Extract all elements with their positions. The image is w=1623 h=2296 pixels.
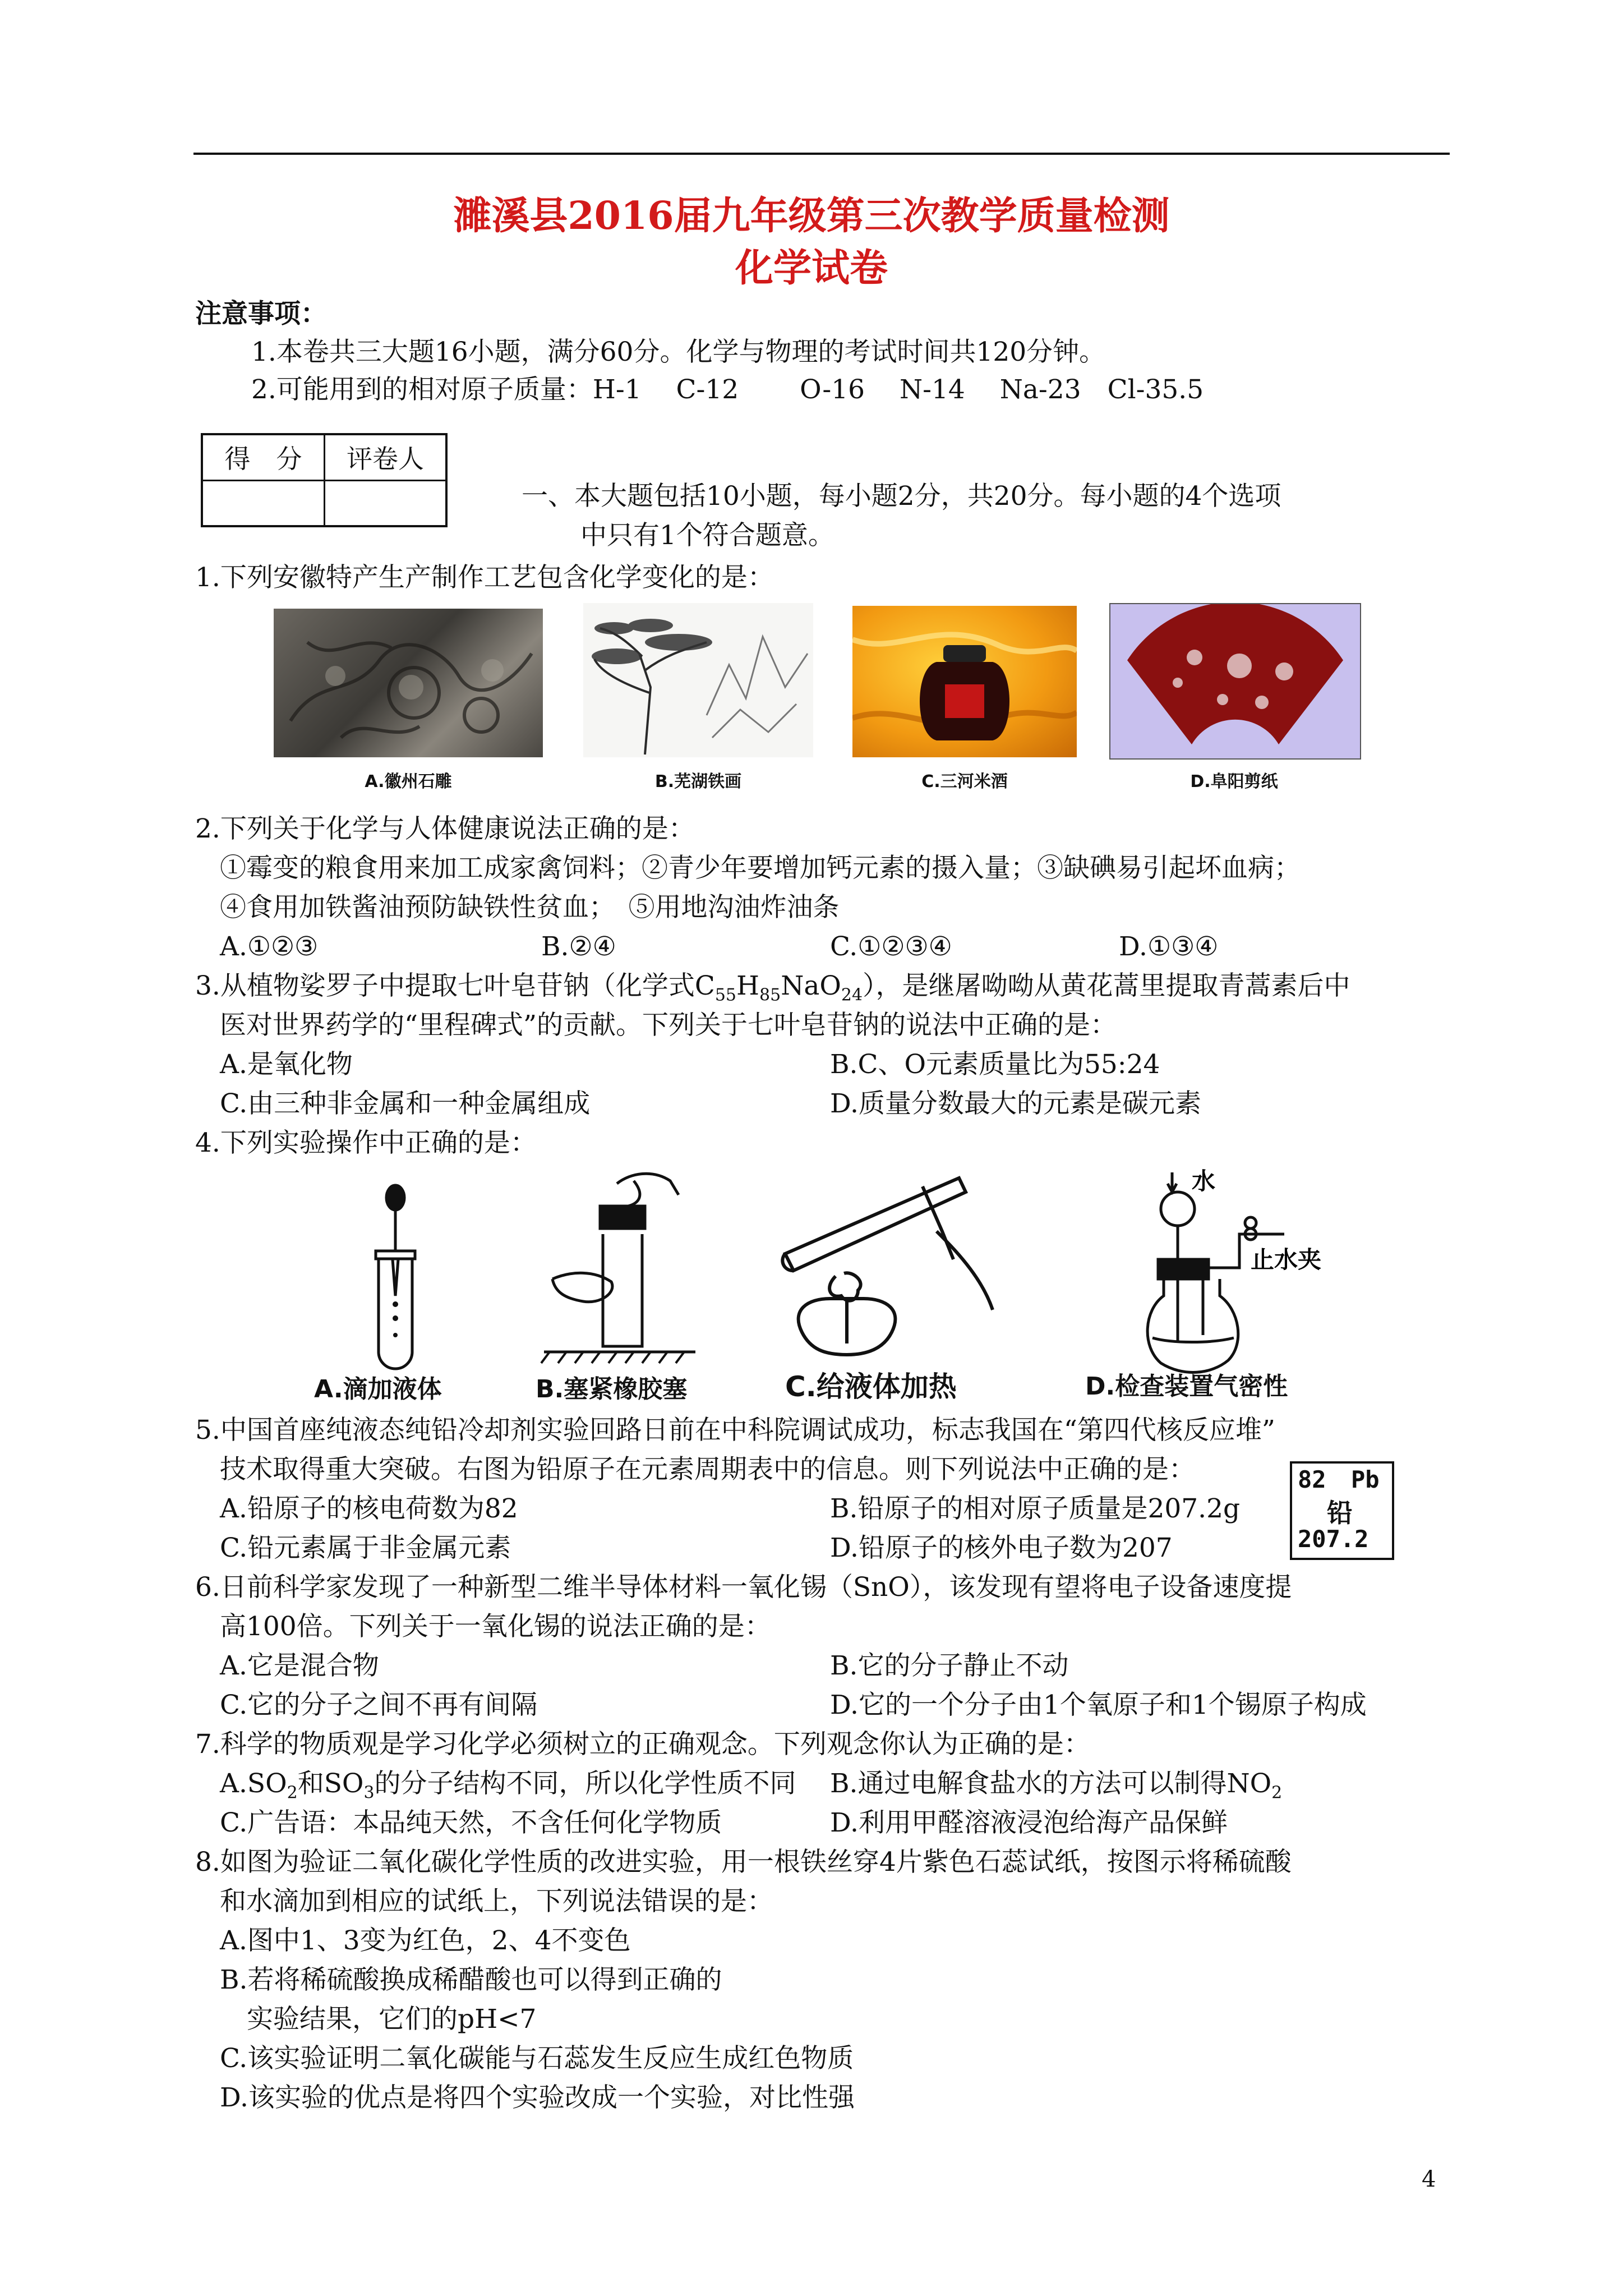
exam-title: 濉溪县2016届九年级第三次教学质量检测 bbox=[453, 194, 1170, 238]
q2-option-a: A.①②③ bbox=[220, 931, 319, 962]
q5-option-c: C.铅元素属于非金属元素 bbox=[220, 1533, 511, 1563]
q1-caption-c: C.三河米酒 bbox=[921, 772, 1008, 792]
q7-stem: 7.科学的物质观是学习化学必须树立的正确观念。下列观念你认为正确的是： bbox=[195, 1729, 1090, 1760]
q5-option-b: B.铅原子的相对原子质量是207.2g bbox=[830, 1493, 1241, 1524]
page-number: 4 bbox=[1422, 2166, 1436, 2192]
q1-caption-d: D.阜阳剪纸 bbox=[1190, 772, 1278, 792]
q2-option-d: D.①③④ bbox=[1119, 931, 1219, 962]
stopper-diagram bbox=[533, 1161, 701, 1374]
label-clamp: 止水夹 bbox=[1251, 1246, 1322, 1273]
element-symbol: Pb bbox=[1351, 1466, 1380, 1493]
airtightness-diagram bbox=[1138, 1167, 1352, 1380]
q1-caption-b: B.芜湖铁画 bbox=[654, 772, 742, 792]
q6-option-a: A.它是混合物 bbox=[220, 1650, 379, 1681]
q3-option-c: C.由三种非金属和一种金属组成 bbox=[220, 1088, 591, 1119]
notice-heading: 注意事项： bbox=[195, 298, 327, 329]
q7-option-d: D.利用甲醛溶液浸泡给海产品保鲜 bbox=[830, 1807, 1228, 1838]
q8-option-b-line2: 实验结果，它们的pH<7 bbox=[247, 2004, 537, 2035]
q6-option-d: D.它的一个分子由1个氧原子和1个锡原子构成 bbox=[830, 1690, 1367, 1720]
q7-option-a: $A.SO_2$和$SO_3$的分子结构不同，所以化学性质不同 bbox=[220, 1768, 796, 1803]
q6-line2: 高100倍。下列关于一氧化锡的说法正确的是： bbox=[220, 1611, 771, 1642]
grader-cell[interactable] bbox=[325, 480, 447, 526]
section1-line2: 中只有1个符合题意。 bbox=[580, 520, 834, 551]
q1-caption-a: A.徽州石雕 bbox=[365, 772, 452, 792]
rice-wine-image bbox=[852, 606, 1077, 757]
heating-diagram bbox=[768, 1164, 1021, 1377]
q7-option-b: B.通过电解食盐水的方法可以制得$NO_2$ bbox=[830, 1768, 1283, 1803]
q4-caption-c: C.给液体加热 bbox=[785, 1370, 957, 1403]
iron-painting-image bbox=[583, 603, 813, 757]
q5-option-a: A.铅原子的核电荷数为82 bbox=[220, 1493, 518, 1524]
q7-option-c: C.广告语：本品纯天然，不含任何化学物质 bbox=[220, 1807, 722, 1838]
q3-option-b: B.C、O元素质量比为55:24 bbox=[830, 1049, 1160, 1080]
label-water: 水 bbox=[1192, 1167, 1216, 1195]
q4-stem: 4.下列实验操作中正确的是： bbox=[195, 1128, 537, 1158]
notice-item-2: 2.可能用到的相对原子质量：H-1 C-12 O-16 N-14 Na-23 Cl-35.5 bbox=[251, 374, 1204, 405]
q8-option-a: A.图中1、3变为红色，2、4不变色 bbox=[220, 1925, 631, 1956]
q1-stem: 1.下列安徽特产生产制作工艺包含化学变化的是： bbox=[195, 562, 774, 593]
q5-option-d: D.铅原子的核外电子数为207 bbox=[830, 1533, 1173, 1563]
q8-option-b-line1: B.若将稀硫酸换成稀醋酸也可以得到正确的 bbox=[220, 1964, 722, 1995]
element-number: 82 bbox=[1298, 1466, 1326, 1493]
section1-line1: 一、本大题包括10小题，每小题2分，共20分。每小题的4个选项 bbox=[522, 481, 1281, 512]
q5-line2: 技术取得重大突破。右图为铅原子在元素周期表中的信息。则下列说法中正确的是： bbox=[220, 1454, 1195, 1485]
q2-line2: ④食用加铁酱油预防缺铁性贫血； ⑤用地沟油炸油条 bbox=[220, 892, 840, 923]
q2-option-c: C.①②③④ bbox=[830, 931, 952, 962]
q4-caption-b: B.塞紧橡胶塞 bbox=[536, 1375, 688, 1404]
q8-line2: 和水滴加到相应的试纸上，下列说法错误的是： bbox=[220, 1886, 773, 1917]
score-table bbox=[201, 433, 448, 527]
q2-stem: 2.下列关于化学与人体健康说法正确的是： bbox=[195, 813, 695, 844]
q3-option-d: D.质量分数最大的元素是碳元素 bbox=[830, 1088, 1201, 1119]
q3-option-a: A.是氧化物 bbox=[220, 1049, 353, 1080]
stone-carving-image bbox=[274, 609, 543, 757]
header-rule bbox=[193, 153, 1450, 155]
element-lead-box bbox=[1290, 1461, 1394, 1560]
q8-line1: 8.如图为验证二氧化碳化学性质的改进实验，用一根铁丝穿4片紫色石蕊试纸，按图示将稀硫酸 bbox=[195, 1847, 1292, 1878]
exam-subtitle: 化学试卷 bbox=[735, 246, 888, 291]
q3-line2: 医对世界药学的“里程碑式”的贡献。下列关于七叶皂苷钠的说法中正确的是： bbox=[220, 1010, 1117, 1041]
q2-line1: ①霉变的粮食用来加工成家禽饲料；②青少年要增加钙元素的摄入量；③缺碘易引起坏血病； bbox=[220, 853, 1301, 884]
paper-cut-image bbox=[1109, 603, 1361, 760]
grader-header: 评卷人 bbox=[325, 434, 447, 480]
element-mass: 207.2 bbox=[1298, 1525, 1369, 1553]
q4-caption-d: D.检查装置气密性 bbox=[1085, 1372, 1288, 1401]
notice-item-1: 1.本卷共三大题16小题，满分60分。化学与物理的考试时间共120分钟。 bbox=[251, 337, 1106, 367]
q2-option-b: B.②④ bbox=[541, 931, 616, 962]
q4-caption-a: A.滴加液体 bbox=[314, 1375, 442, 1404]
score-cell[interactable] bbox=[202, 480, 325, 526]
q8-option-c: C.该实验证明二氧化碳能与石蕊发生反应生成红色物质 bbox=[220, 2043, 854, 2074]
q6-option-b: B.它的分子静止不动 bbox=[830, 1650, 1069, 1681]
score-header: 得 分 bbox=[202, 434, 325, 480]
q5-line1: 5.中国首座纯液态纯铅冷却剂实验回路日前在中科院调试成功，标志我国在“第四代核反应堆” bbox=[195, 1415, 1275, 1446]
q8-option-d: D.该实验的优点是将四个实验改成一个实验，对比性强 bbox=[220, 2082, 855, 2113]
dropper-diagram bbox=[348, 1184, 443, 1374]
q6-line1: 6.日前科学家发现了一种新型二维半导体材料一氧化锡（SnO），该发现有望将电子设备速度提 bbox=[195, 1572, 1292, 1603]
q3-stem: 3.从植物娑罗子中提取七叶皂苷钠（化学式$C_{55}H_{85}NaO_{24}$），是继屠呦呦从黄花蒿里提取青蒿素后中 bbox=[195, 970, 1350, 1005]
element-name: 铅 bbox=[1327, 1498, 1353, 1528]
q6-option-c: C.它的分子之间不再有间隔 bbox=[220, 1690, 538, 1720]
